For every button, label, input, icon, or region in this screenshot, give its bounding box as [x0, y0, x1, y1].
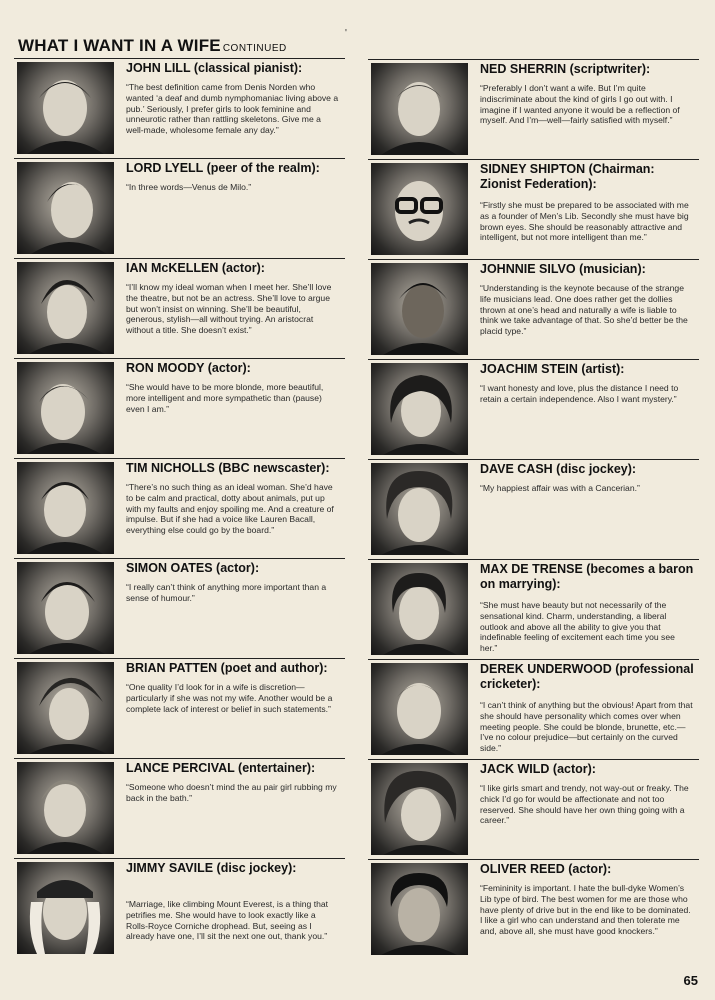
- entry-name: LANCE PERCIVAL (entertainer):: [126, 761, 316, 775]
- entry-max-de-trense: [368, 559, 699, 659]
- entry-lance-percival: [14, 758, 345, 858]
- entry-name: NED SHERRIN (scriptwriter):: [480, 62, 651, 76]
- portrait-photo: [371, 163, 468, 255]
- entry-jimmy-savile: [14, 858, 345, 958]
- entry-jack-wild: [368, 759, 699, 859]
- entry-quote: “I can’t think of anything but the obvious! Apart from that she should have personality which comes over when meeting people. She could be blonde, brunette, etc.—I’ve no colour prejudice—but certainly on the curved side.”: [480, 700, 693, 754]
- entry-quote: “She must have beauty but not necessarily of the sensational kind. Charm, understanding, a liberal outlook and above all the ability to give you that indefinable feeling of excitement each time you see her.”: [480, 600, 675, 654]
- entry-sidney-shipton: [368, 159, 699, 259]
- portrait-photo: [371, 863, 468, 955]
- entry-quote: “In three words—Venus de Milo.”: [126, 182, 252, 192]
- entry-name: JIMMY SAVILE (disc jockey):: [126, 861, 297, 875]
- portrait-photo: [371, 463, 468, 555]
- portrait-photo: [17, 262, 114, 354]
- entry-ron-moody: [14, 358, 345, 458]
- entry-name: MAX DE TRENSE (becomes a baron on marrying):: [480, 562, 694, 591]
- entry-name: SIDNEY SHIPTON (Chairman: Zionist Federation):: [480, 162, 655, 191]
- entry-quote: “I’ll know my ideal woman when I meet her. She’ll love the theatre, but not be an actress. She’ll love to argue but won’t insist on winning. She’ll be beautiful, generous, stylish—all without trying. An aristocrat without a title. She doesn’t exist.”: [126, 282, 332, 336]
- portrait-photo: [371, 563, 468, 655]
- entry-quote: “She would have to be more blonde, more beautiful, more intelligent and more sympathetic than (pause) even I am.”: [126, 382, 324, 414]
- portrait-photo: [17, 862, 114, 954]
- portrait-photo: [17, 462, 114, 554]
- entry-quote: “My happiest affair was with a Cancerian.”: [480, 483, 640, 493]
- entry-name: JOHN LILL (classical pianist):: [126, 61, 303, 75]
- entry-lord-lyell: [14, 158, 345, 258]
- portrait-photo: [17, 162, 114, 254]
- entry-simon-oates: [14, 558, 345, 658]
- entry-name: JOACHIM STEIN (artist):: [480, 362, 625, 376]
- entry-quote: “I want honesty and love, plus the distance I need to retain a certain independence. Also I want mystery.”: [480, 383, 679, 404]
- portrait-photo: [17, 62, 114, 154]
- entry-ian-mckellen: [14, 258, 345, 358]
- entry-dave-cash: [368, 459, 699, 559]
- portrait-photo: [371, 263, 468, 355]
- portrait-photo: [17, 562, 114, 654]
- entry-brian-patten: [14, 658, 345, 758]
- right-column: [368, 59, 699, 959]
- left-column: [14, 58, 345, 958]
- entry-name: LORD LYELL (peer of the realm):: [126, 161, 320, 175]
- entry-oliver-reed: [368, 859, 699, 959]
- portrait-photo: [371, 363, 468, 455]
- page-mark: ': [345, 28, 347, 39]
- entry-name: JOHNNIE SILVO (musician):: [480, 262, 646, 276]
- portrait-photo: [17, 662, 114, 754]
- entry-ned-sherrin: [368, 59, 699, 159]
- portrait-photo: [371, 763, 468, 855]
- entry-name: DEREK UNDERWOOD (professional cricketer):: [480, 662, 694, 691]
- entry-quote: “The best definition came from Denis Norden who wanted ‘a deaf and dumb nymphomaniac living above a pub.’ Seriously, I prefer girls to look feminine and unneurotic rather than rattling skeletons. Give me a well-made, wholesome female any day.”: [126, 82, 339, 136]
- entry-joachim-stein: [368, 359, 699, 459]
- entry-quote: “I like girls smart and trendy, not way-out or freaky. The chick I’d go for would be affectionate and not too reserved. She should have her own thing going with a career.”: [480, 783, 689, 826]
- entry-quote: “There’s no such thing as an ideal woman. She’d have to be calm and practical, dotty about animals, put up with my faults and enjoy spoiling me. And a creature of impulse. But if she had a voice like Lauren Bacall, everything else could go by the board.”: [126, 482, 334, 536]
- entry-quote: “Marriage, like climbing Mount Everest, is a thing that petrifies me. She would have to look exactly like a Rolls-Royce Corniche drophead. But, seeing as I already have one, I’ll sit the next one out, thank you.”: [126, 899, 329, 942]
- page-number: 65: [683, 973, 698, 988]
- entry-name: RON MOODY (actor):: [126, 361, 251, 375]
- portrait-photo: [17, 762, 114, 854]
- entry-quote: “One quality I’d look for in a wife is discretion—particularly if she was not my wife. Another would be a complete lack of interest or belief in such statements.”: [126, 682, 333, 714]
- portrait-photo: [17, 362, 114, 454]
- entry-quote: “Understanding is the keynote because of the strange life musicians lead. One does rather get the dollies thrown at one’s head and naturally a wife is liable to think we take advantage of that. So she’d better be the placid type.”: [480, 283, 688, 337]
- entry-john-lill: [14, 58, 345, 158]
- entry-quote: “I really can’t think of anything more important than a sense of humour.”: [126, 582, 327, 603]
- portrait-photo: [371, 63, 468, 155]
- entry-quote: “Femininity is important. I hate the bull-dyke Women’s Lib type of bird. The best women for me are those who have plenty of drive but in the end like to be dominated. I like a girl who can understand and then tolerate me and, above all, she must have good knockers.”: [480, 883, 691, 937]
- entry-quote: “Firstly she must be prepared to be associated with me as a founder of Men’s Lib. Secondly she must have big brown eyes. She should be reasonably attractive and intelligent, but not more intelligent than me.”: [480, 200, 689, 243]
- portrait-photo: [371, 663, 468, 755]
- entry-name: IAN McKELLEN (actor):: [126, 261, 265, 275]
- entry-quote: “Someone who doesn’t mind the au pair girl rubbing my back in the bath.”: [126, 782, 337, 803]
- entry-quote: “Preferably I don’t want a wife. But I’m quite indiscriminate about the kind of girls I go out with. I imagine if I wanted anyone it would be a reflection of myself. And I’m—well—fairly satisfied with myself.”: [480, 83, 680, 126]
- heading-title: WHAT I WANT IN A WIFE: [18, 36, 221, 55]
- entry-name: DAVE CASH (disc jockey):: [480, 462, 637, 476]
- entry-derek-underwood: [368, 659, 699, 759]
- entry-johnnie-silvo: [368, 259, 699, 359]
- heading-continued: CONTINUED: [222, 43, 287, 54]
- page-heading: [18, 36, 287, 56]
- entry-name: BRIAN PATTEN (poet and author):: [126, 661, 328, 675]
- entry-name: SIMON OATES (actor):: [126, 561, 260, 575]
- entry-tim-nicholls: [14, 458, 345, 558]
- entry-name: TIM NICHOLLS (BBC newscaster):: [126, 461, 330, 475]
- entry-name: JACK WILD (actor):: [480, 762, 596, 776]
- entry-name: OLIVER REED (actor):: [480, 862, 612, 876]
